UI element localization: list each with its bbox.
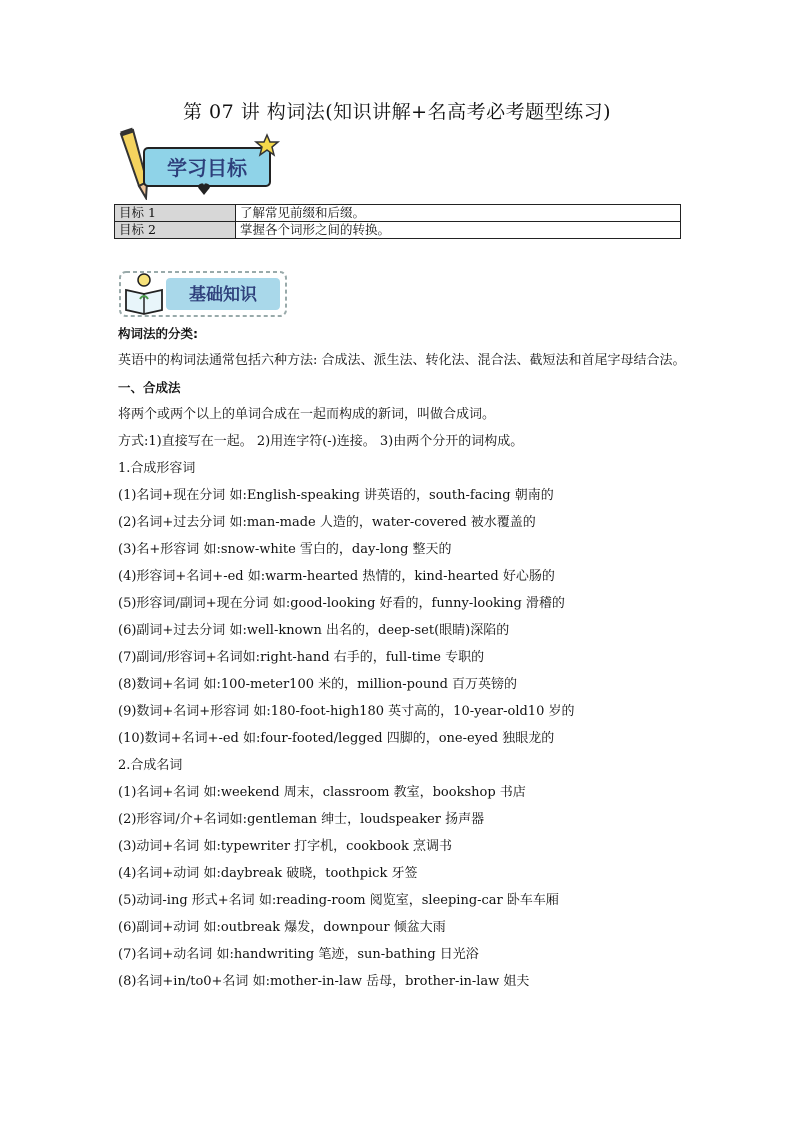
paragraph: 将两个或两个以上的单词合成在一起而构成的新词，叫做合成词。 xyxy=(118,407,496,422)
list-item: (10)数词+名词+-ed 如:four-footed/legged 四脚的，one-eyed 独眼龙的 xyxy=(118,731,555,746)
list-item: (8)名词+in/to0+名词 如:mother-in-law 岳母，brother-in-law 姐夫 xyxy=(118,974,530,989)
table-row xyxy=(115,222,681,239)
list-item: (8)数词+名词 如:100-meter100 米的，million-pound 百万英镑的 xyxy=(118,677,518,692)
list-item: (2)名词+过去分词 如:man-made 人造的，water-covered 被水覆盖的 xyxy=(118,515,536,530)
list-item: (7)副词/形容词+名词如:right-hand 右手的，full-time 专职的 xyxy=(118,650,485,665)
list-item: (2)形容词/介+名词如:gentleman 绅士，loudspeaker 扬声器 xyxy=(118,812,485,827)
goals-badge-label: 学习目标 xyxy=(167,156,247,180)
goal-value: 了解常见前缀和后缀。 xyxy=(236,205,681,222)
knowledge-badge-label: 基础知识 xyxy=(189,285,257,305)
list-item: (6)副词+过去分词 如:well-known 出名的，deep-set(眼睛)深陷的 xyxy=(118,623,510,638)
learning-goals-badge xyxy=(114,124,284,200)
list-item: (7)名词+动名词 如:handwriting 笔迹，sun-bathing 日光浴 xyxy=(118,947,479,962)
list-item: (6)副词+动词 如:outbreak 爆发，downpour 倾盆大雨 xyxy=(118,920,446,935)
knowledge-content xyxy=(118,320,688,995)
section-heading: 一、合成法 xyxy=(118,380,181,395)
list-item: (5)形容词/副词+现在分词 如:good-looking 好看的，funny-looking 滑稽的 xyxy=(118,596,565,611)
list-item: (3)动词+名词 如:typewriter 打字机，cookbook 烹调书 xyxy=(118,839,452,854)
table-row xyxy=(115,205,681,222)
goal-value: 掌握各个词形之间的转换。 xyxy=(236,222,681,239)
list-item: (4)名词+动词 如:daybreak 破晓，toothpick 牙签 xyxy=(118,866,418,881)
page-title: 第 07 讲 构词法(知识讲解+名高考必考题型练习) xyxy=(182,101,612,123)
list-item: (1)名词+名词 如:weekend 周末，classroom 教室，bookshop 书店 xyxy=(118,785,526,800)
list-item: (3)名+形容词 如:snow-white 雪白的，day-long 整天的 xyxy=(118,542,452,557)
list-item: (5)动词-ing 形式+名词 如:reading-room 阅览室，sleeping-car 卧车车厢 xyxy=(118,893,559,908)
paragraph: 方式:1)直接写在一起。 2)用连字符(-)连接。 3)由两个分开的词构成。 xyxy=(118,434,524,449)
basic-knowledge-badge xyxy=(116,266,292,324)
paragraph: 英语中的构词法通常包括六种方法: 合成法、派生法、转化法、混合法、截短法和首尾字母结合法。 xyxy=(118,353,686,368)
list-item: (1)名词+现在分词 如:English-speaking 讲英语的，south-facing 朝南的 xyxy=(118,488,554,503)
sub-heading: 2.合成名词 xyxy=(118,758,183,773)
section-heading: 构词法的分类: xyxy=(118,326,198,341)
list-item: (4)形容词+名词+-ed 如:warm-hearted 热情的，kind-hearted 好心肠的 xyxy=(118,569,555,584)
goal-key: 目标 1 xyxy=(115,205,236,222)
list-item: (9)数词+名词+形容词 如:180-foot-high180 英寸高的，10-year-old10 岁的 xyxy=(118,704,575,719)
goals-table xyxy=(114,204,681,239)
goal-key: 目标 2 xyxy=(115,222,236,239)
sub-heading: 1.合成形容词 xyxy=(118,461,196,476)
